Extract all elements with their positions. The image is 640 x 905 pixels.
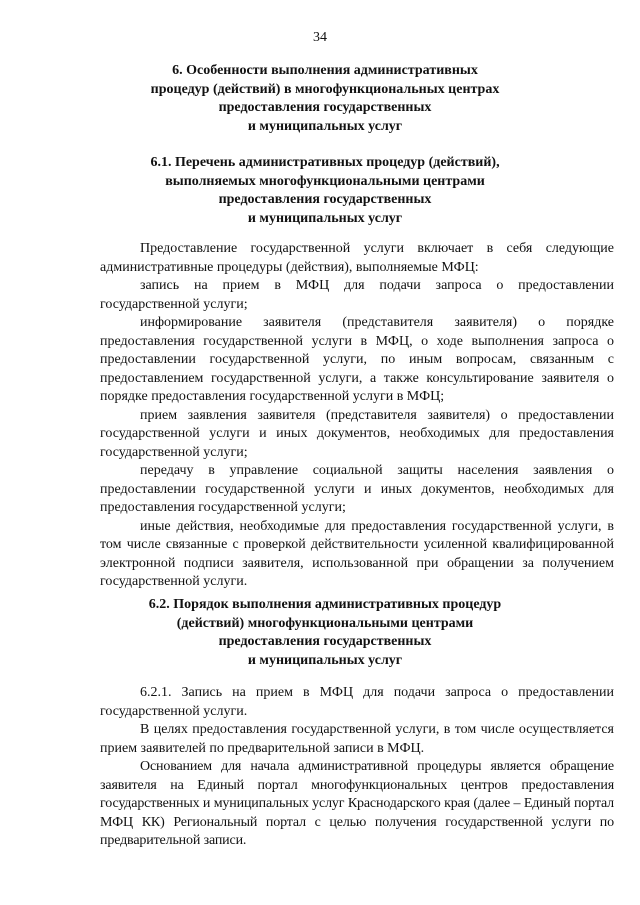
page-number: 34	[313, 30, 327, 45]
section-6-1-heading	[110, 154, 540, 228]
heading-line: предоставления государственных	[218, 100, 432, 115]
heading-line: выполняемых многофункциональными центрами	[165, 173, 485, 189]
section-6-2-body	[100, 684, 614, 851]
heading-line: (действий) многофункциональными центрами	[176, 615, 474, 631]
heading-line: процедур (действий) в многофункциональных центрах	[150, 81, 500, 97]
heading-line: и муниципальных услуг	[247, 210, 403, 226]
paragraph: прием заявления заявителя (представителя заявителя) о предоставлении государственной услуги и иных документов, необходимых для предоставления государственной услуги;	[100, 407, 614, 460]
heading-line: предоставления государственных	[218, 634, 432, 649]
heading-line: и муниципальных услуг	[247, 652, 403, 668]
paragraph: 6.2.1. Запись на прием в МФЦ для подачи запроса о предоставлении государственной услуги.	[100, 685, 614, 719]
paragraph: передачу в управление социальной защиты населения заявления о предоставлении государственной услуги и иных документов, необходимых для предоставления государственной услуги;	[100, 463, 614, 515]
paragraph: Основанием для начала административной процедуры является обращение заявителя на Единый портал многофункциональных центров предоставления государственных и муниципальных услуг Краснодарского края (далее – Единый портал МФЦ КК) Региональный портал с целью получения государственной услуги по предварительной записи.	[100, 759, 614, 848]
paragraph: информирование заявителя (представителя заявителя) о порядке предоставления государственной услуги в МФЦ, о ходе выполнения запроса о предоставлении государственной услуги, по иным вопросам, связанным с предоставлением государственной услуги, а также консультирование заявителя о порядке предоставления государственной услуги в МФЦ;	[100, 315, 614, 404]
heading-line: 6. Особенности выполнения административных	[172, 63, 478, 78]
paragraph: Предоставление государственной услуги включает в себя следующие административные процедуры (действия), выполняемые МФЦ:	[100, 241, 614, 275]
paragraph: иные действия, необходимые для предоставления государственной услуги, в том числе связанные с проверкой действительности усиленной квалифицированной электронной подписи заявителя, использованной при обращении за получением государственной услуги.	[100, 518, 614, 589]
heading-line: и муниципальных услуг	[247, 118, 403, 134]
heading-line: 6.1. Перечень административных процедур (действий),	[150, 155, 500, 170]
section-6-1-body	[100, 240, 614, 592]
paragraph: запись на прием в МФЦ для подачи запроса о предоставлении государственной услуги;	[100, 278, 614, 312]
paragraph: В целях предоставления государственной услуги, в том числе осуществляется прием заявителей по предварительной записи в МФЦ.	[100, 722, 614, 756]
heading-line: предоставления государственных	[218, 192, 432, 207]
section-6-2-heading	[110, 596, 540, 670]
heading-line: 6.2. Порядок выполнения административных процедур	[148, 597, 502, 612]
section-6-heading	[110, 62, 540, 136]
